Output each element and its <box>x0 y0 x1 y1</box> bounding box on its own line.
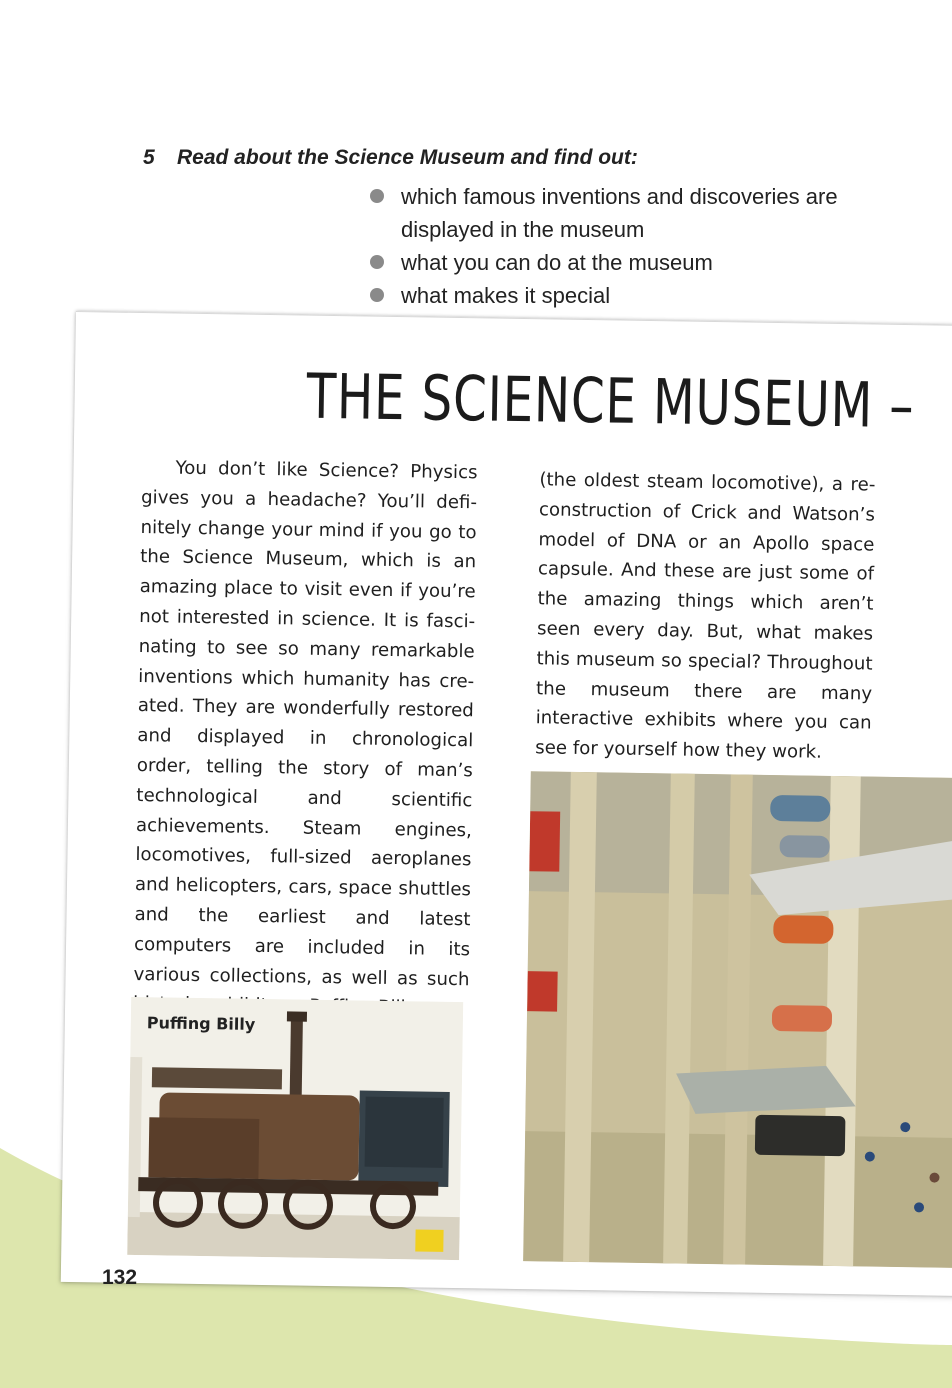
task-heading <box>143 146 638 170</box>
bullet-icon <box>370 288 384 302</box>
museum-hall-illustration <box>523 771 952 1268</box>
article-column-1: You don’t like Science? Physics gives you a headache? You’ll definitely change your mind if you go to the Science Museum, which is an amazing place to visit even if you’re not interested in science. It is fascinating to see so many remarkable inventions which humanity has created. They are wonderfully restored and displayed in chronological order, telling the story of man’s technological and scientific achievements. Steam engines, locomotives, full-sized aeroplanes and helicopters, cars, space shuttles and the earliest and latest computers are included in its various collections, as well as such <box>133 457 478 990</box>
locomotive-illustration <box>127 997 463 1260</box>
task-instruction: Read about the Science Museum and find out: <box>177 146 638 169</box>
photo-caption: Puffing Billy <box>146 1013 256 1034</box>
article-headline: THE SCIENCE MUSEUM – <box>306 359 915 443</box>
bullet-icon <box>370 189 384 203</box>
bullet-icon <box>370 255 384 269</box>
magazine-article-card <box>61 311 952 1296</box>
list-item: which famous inventions and discoveries are displayed in the museum <box>368 180 871 246</box>
list-item: what you can do at the museum <box>368 246 871 279</box>
museum-interior-photo <box>523 771 952 1268</box>
page-number: 132 <box>102 1266 138 1289</box>
puffing-billy-photo <box>127 997 463 1260</box>
task-bullet-list <box>368 180 871 312</box>
list-item: what makes it special <box>368 279 871 312</box>
article-column-2: (the oldest steam locomotive), a reconstruction of Crick and Watson’s model of DNA or an Apollo space capsule. And these are just some of the amazing things which aren’t seen every day. But, what makes this museum so special? Throughout the museum there are many interactive exhibits where you can see for yourself how they work. <box>535 469 876 763</box>
task-number: 5 <box>143 146 155 169</box>
